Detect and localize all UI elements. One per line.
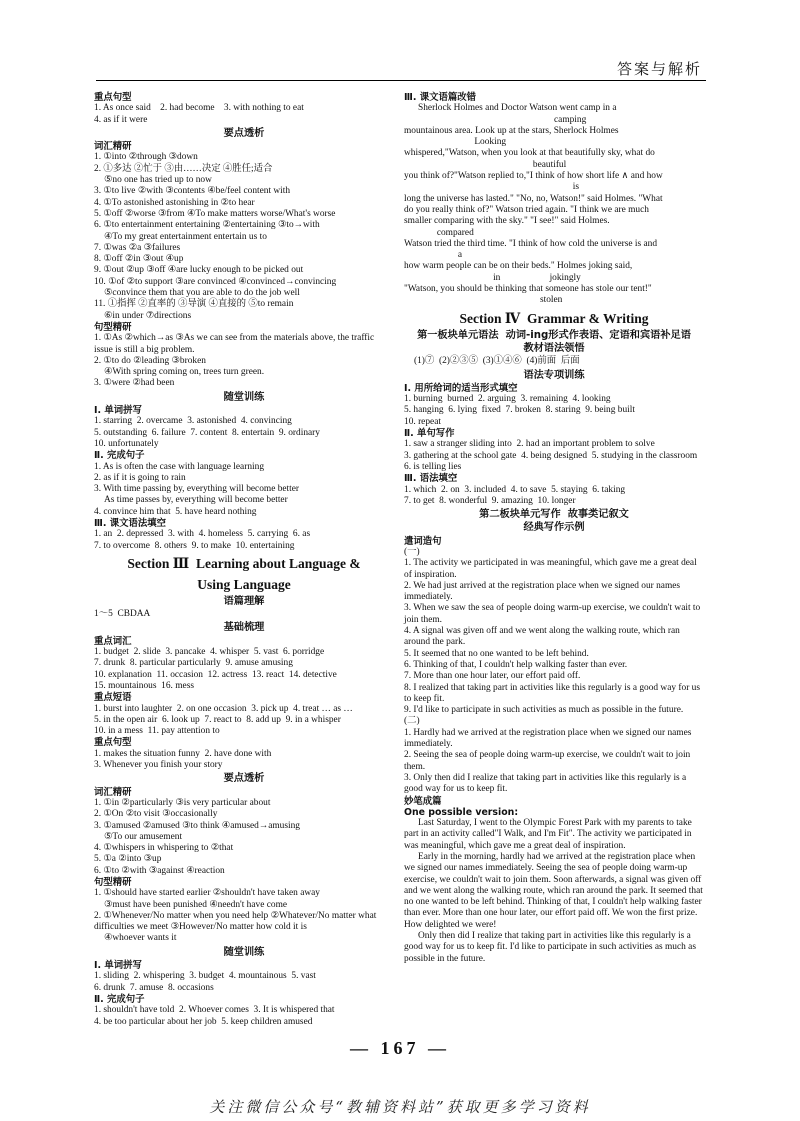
- right-column-line: 3. Only then did I realize that taking part in activities like this regularly is a good way for us to keep fit.: [404, 772, 689, 795]
- right-column-line: in jokingly: [404, 272, 581, 283]
- right-column-line: Sherlock Holmes and Doctor Watson went camp in a: [418, 103, 617, 114]
- right-column-line: 3. When we saw the sea of people doing warm-up exercise, we couldn't wait to join them.: [404, 603, 703, 625]
- right-column-line: 1. which 2. on 3. included 4. to save 5. staying 6. taking: [404, 484, 626, 495]
- right-column-line: Ⅰ. 用所给词的适当形式填空: [404, 382, 518, 394]
- left-column: [94, 92, 394, 1028]
- right-column-line: is: [404, 182, 580, 193]
- left-column-line: 7. to overcome 8. others 9. to make 10. entertaining: [94, 540, 295, 551]
- right-column-line: do you really think of?" Watson tried again. "I think we are much: [404, 204, 649, 215]
- left-column-line: 1. ①into ②through ③down: [94, 152, 198, 163]
- right-column-line: long the universe has lasted." "No, no, Watson!" said Holmes. "What: [404, 193, 663, 204]
- right-column-line: Watson tried the third time. "I think of how cold the universe is and: [404, 238, 658, 249]
- left-column-line: ④To my great entertainment entertain us to: [104, 231, 267, 242]
- left-column-line: 4. ①whispers in whispering to ②that: [94, 843, 234, 854]
- right-column-line: Ⅲ. 语法填空: [404, 473, 458, 485]
- right-column-line: 7. to get 8. wonderful 9. amazing 10. longer: [404, 495, 576, 506]
- page-header: [96, 58, 706, 81]
- left-column-line: 2. ①On ②to visit ③occasionally: [94, 809, 218, 820]
- left-column-line: 随堂训练: [223, 946, 265, 958]
- right-column-line: 1. burning burned 2. arguing 3. remaining 4. looking: [404, 394, 611, 405]
- left-column-line: 1. As is often the case with language learning: [94, 461, 265, 472]
- right-column-line: 7. More than one hour later, our effort paid off.: [404, 671, 581, 682]
- header-title: 答案与解析: [616, 60, 702, 78]
- left-column-line: 1. makes the situation funny 2. have done with: [94, 748, 272, 759]
- right-column-line: 5. hanging 6. lying fixed 7. broken 8. staring 9. being built: [404, 405, 635, 416]
- left-column-line: 1. burst into laughter 2. on one occasion 3. pick up 4. treat … as …: [94, 703, 353, 714]
- left-column-line: 7. ①was ②a ③failures: [94, 242, 181, 253]
- left-column-line: ④whoever wants it: [104, 933, 177, 944]
- left-column-line: 10. in a mess 11. pay attention to: [94, 726, 220, 737]
- right-column-line: mountainous area. Look up at the stars, Sherlock Holmes: [404, 125, 619, 136]
- right-column-line: 2. Seeing the sea of people doing warm-up exercise, we couldn't wait to join them.: [404, 750, 693, 772]
- left-column-line: 1. starring 2. overcame 3. astonished 4. convincing: [94, 416, 292, 427]
- right-column-line: Only then did I realize that taking part in activities like this regularly is a good way for us to keep fit. I'd like to participate in such activities as much as possible in the future.: [404, 931, 699, 964]
- right-column-line: (二): [404, 716, 420, 727]
- right-column-line: 2. We had just arrived at the registration place when we signed our names immediately.: [404, 580, 683, 603]
- right-column: [404, 92, 704, 965]
- right-column-line: Last Saturday, I went to the Olympic Forest Park with my parents to take part in an activity called"I Walk, and I'm Fit". The activity we participated in was meaningful, which gave me a great deal of inspiration.: [404, 818, 695, 851]
- right-column-line: Looking: [404, 137, 507, 148]
- right-column-line: (1)⑦ (2)②③⑤ (3)①④⑥ (4)前面 后面: [414, 356, 580, 367]
- right-column-line: a: [404, 250, 463, 261]
- right-column-line: (一): [404, 546, 420, 557]
- left-column-line: 要点透析: [223, 127, 265, 139]
- left-column-line: 10. explanation 11. occasion 12. actress 13. react 14. detective: [94, 669, 337, 680]
- left-column-line: 5. ①a ②into ③up: [94, 854, 162, 865]
- left-column-line: 3. ①to live ②with ③contents ④be/feel content with: [94, 186, 291, 197]
- right-column-line: you think of?"Watson replied to,"I think of how short life ∧ and how: [404, 171, 663, 182]
- right-column-line: 6. Thinking of that, I couldn't help walking faster than ever.: [404, 659, 628, 670]
- left-column-line: 1. an 2. depressed 3. with 4. homeless 5. carrying 6. as: [94, 529, 311, 540]
- left-column-line: 6. ①to entertainment entertaining ②entertaining ③to→with: [94, 220, 320, 231]
- right-column-line: Ⅱ. 单句写作: [404, 428, 455, 440]
- right-column-line: stolen: [404, 295, 563, 306]
- left-column-line: Ⅰ. 单词拼写: [94, 960, 142, 972]
- right-column-line: Ⅲ. 课文语篇改错: [404, 92, 476, 103]
- left-column-line: 10. ①of ②to support ③are convinced ④convinced→convincing: [94, 276, 337, 287]
- left-column-line: 2. ①to do ②leading ③broken: [94, 355, 206, 366]
- left-column-line: 随堂训练: [223, 391, 265, 403]
- left-column-line: 词汇精研: [94, 141, 132, 153]
- right-column-line: 遣词造句: [404, 535, 442, 547]
- right-column-line: 经典写作示例: [523, 522, 585, 534]
- left-column-line: 3. ①were ②had been: [94, 378, 175, 389]
- right-column-line: 3. gathering at the school gate 4. being designed 5. studying in the classroom 6. is telling lies: [404, 450, 702, 472]
- right-column-line: One possible version:: [404, 806, 519, 818]
- left-column-line: ⑤To our amusement: [104, 831, 183, 842]
- left-column-line: 5. outstanding 6. failure 7. content 8. entertain 9. ordinary: [94, 427, 320, 438]
- right-column-line: 1. saw a stranger sliding into 2. had an important problem to solve: [404, 439, 655, 450]
- left-column-line: 4. ①To astonished astonishing in ②to hear: [94, 197, 255, 208]
- left-column-line: 重点句型: [94, 92, 132, 103]
- left-column-line: 4. convince him that 5. have heard nothing: [94, 506, 257, 517]
- left-column-line: 9. ①out ②up ③off ④are lucky enough to be picked out: [94, 265, 304, 276]
- left-column-line: 1. ①in ②particularly ③is very particular about: [94, 797, 271, 808]
- right-column-line: "Watson, you should be thinking that someone has stole our tent!": [404, 284, 652, 295]
- right-column-line: Early in the morning, hardly had we arrived at the registration place when we signed our names immediately. Seeing the sea of people doing warm-up exercise, we couldn't wait to join them. Soon afterwards, a signal was given off and we went along the walking route, which ran around the park. It seemed that no one wanted to be left behind. Thinking of that, I couldn't help walking faster than ever. More than one hour later, our effort paid off. We won the first prize. How delighted we were!: [404, 852, 706, 930]
- left-column-line: 4. be too particular about her job 5. keep children amused: [94, 1016, 313, 1027]
- left-column-line: 重点句型: [94, 737, 132, 749]
- left-column-line: Ⅱ. 完成句子: [94, 993, 145, 1005]
- left-column-line: 7. drunk 8. particular particularly 9. amuse amusing: [94, 658, 293, 669]
- left-column-line: 1. ①should have started earlier ②shouldn't have taken away: [94, 888, 320, 899]
- left-column-line: 15. mountainous 16. mess: [94, 680, 194, 691]
- left-column-line: 要点透析: [223, 773, 265, 785]
- right-column-line: smaller comparing with the sky." "I see!" said Holmes.: [404, 216, 610, 227]
- left-column-line: 10. unfortunately: [94, 438, 159, 449]
- left-column-line: 5. in the open air 6. look up 7. react to 8. add up 9. in a whisper: [94, 714, 341, 725]
- right-column-line: 语法专项训练: [523, 369, 585, 381]
- right-column-line: 妙笔成篇: [404, 795, 442, 807]
- left-column-line: 1. ①As ②which→as ③As we can see from the materials above, the traffic issue is still a big problem.: [94, 333, 377, 355]
- left-column-line: As time passes by, everything will become better: [104, 495, 288, 506]
- left-column-line: 11. ①指挥 ②直率的 ③导演 ④直接的 ⑤to remain: [94, 299, 294, 310]
- right-column-line: 第一板块单元语法 动词-ing形式作表语、定语和宾语补足语: [417, 329, 691, 341]
- left-column-line: 句型精研: [94, 877, 132, 888]
- right-column-line: 1. Hardly had we arrived at the registration place when we signed our names immediately.: [404, 727, 694, 750]
- right-column-line: 教材语法领悟: [523, 342, 585, 354]
- left-column-line: 6. ①to ②with ③against ④reaction: [94, 865, 225, 876]
- right-column-line: how warm people can be on their beds." Holmes joking said,: [404, 261, 633, 272]
- left-column-line: ③must have been punished ④needn't have come: [104, 899, 288, 910]
- left-column-line: 语篇理解: [223, 595, 265, 607]
- left-column-line: Ⅲ. 课文语法填空: [94, 517, 166, 529]
- left-column-line: 重点词汇: [94, 635, 132, 647]
- right-column-line: 1. The activity we participated in was meaningful, which gave me a great deal of inspiration.: [404, 558, 700, 580]
- left-column-line: 1. budget 2. slide 3. pancake 4. whisper 5. vast 6. porridge: [94, 647, 325, 658]
- left-column-line: 3. With time passing by, everything will become better: [94, 484, 300, 495]
- left-column-line: 基础梳理: [223, 622, 265, 634]
- left-column-line: 1. shouldn't have told 2. Whoever comes 3. It is whispered that: [94, 1005, 335, 1016]
- left-column-line: 3. Whenever you finish your story: [94, 760, 223, 771]
- left-column-line: 2. ①Whenever/No matter when you need help ②Whatever/No matter what difficulties we meet ③However/No matter how cold it is: [94, 910, 379, 933]
- left-column-line: 8. ①off ②in ③out ④up: [94, 254, 184, 265]
- right-column-line: beautiful: [404, 159, 567, 170]
- page-number: — 167 —: [350, 1038, 450, 1058]
- left-column-line: Ⅰ. 单词拼写: [94, 405, 142, 417]
- left-column-line: ⑤no one has tried up to now: [104, 175, 212, 186]
- left-column-line: 6. drunk 7. amuse 8. occasions: [94, 982, 214, 993]
- right-column-line: 4. A signal was given off and we went along the walking route, which ran around the park.: [404, 626, 683, 648]
- right-column-line: compared: [404, 227, 474, 238]
- left-column-line: 句型精研: [94, 321, 132, 333]
- left-column-line: 1. As once said 2. had become 3. with nothing to eat: [94, 103, 304, 114]
- left-column-line: Using Language: [197, 576, 291, 592]
- right-column-line: 8. I realized that taking part in activities like this regularly is a good way for us to keep fit.: [404, 682, 703, 704]
- left-column-line: 4. as if it were: [94, 114, 148, 125]
- left-column-line: ⑤convince them that you are able to do the job well: [104, 288, 300, 299]
- left-column-line: Ⅱ. 完成句子: [94, 450, 145, 462]
- right-column-line: 5. It seemed that no one wanted to be left behind.: [404, 648, 589, 659]
- left-column-line: 重点短语: [94, 692, 132, 704]
- right-column-line: Section Ⅳ Grammar & Writing: [459, 310, 649, 326]
- left-column-line: Section Ⅲ Learning about Language &: [127, 555, 361, 571]
- left-column-line: 词汇精研: [94, 786, 132, 798]
- right-column-line: camping: [404, 114, 587, 125]
- right-column-line: whispered,"Watson, when you look at that beautifully sky, what do: [404, 148, 655, 159]
- right-column-line: 10. repeat: [404, 416, 441, 427]
- right-column-line: 9. I'd like to participate in such activities as much as possible in the future.: [404, 705, 684, 716]
- left-column-line: ④With spring coming on, trees turn green.: [104, 367, 265, 378]
- left-column-line: 5. ①off ②worse ③from ④To make matters worse/What's worse: [94, 208, 336, 219]
- left-column-line: 2. as if it is going to rain: [94, 472, 186, 483]
- right-column-line: 第二板块单元写作 故事类记叙文: [479, 509, 629, 521]
- left-column-line: 1～5 CBDAA: [94, 609, 151, 620]
- footer-note: 关注微信公众号“教辅资料站”获取更多学习资料: [209, 1098, 591, 1116]
- left-column-line: 3. ①amused ②amused ③to think ④amused→amusing: [94, 820, 300, 831]
- left-column-line: 2. ①多达 ②忙于 ③由……决定 ④胜任;适合: [94, 163, 273, 174]
- left-column-line: 1. sliding 2. whispering 3. budget 4. mountainous 5. vast: [94, 971, 316, 982]
- left-column-line: ⑥in under ⑦directions: [104, 310, 192, 321]
